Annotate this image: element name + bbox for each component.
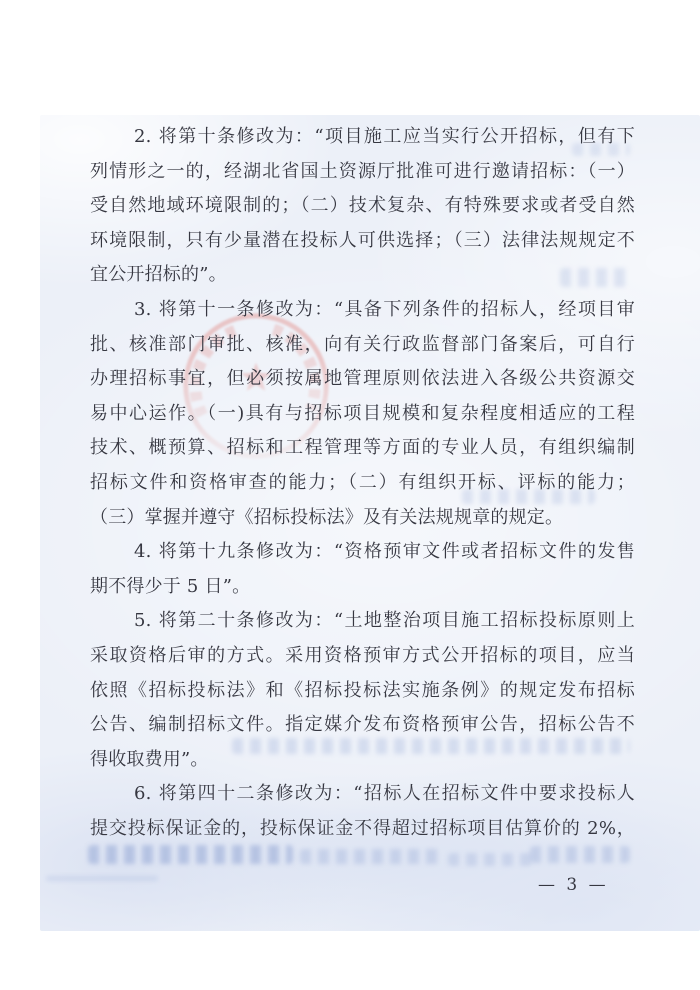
text-line: （三）掌握并遵守《招标投标法》及有关法规规章的规定。 — [90, 506, 564, 528]
bleedthrough-smudge — [46, 876, 158, 881]
text-line: 3. 将第十一条修改为：“具备下列条件的招标人，经项目审 — [134, 298, 635, 320]
text-line: 依照《招标投标法》和《招标投标法实施条例》的规定发布招标 — [90, 679, 635, 701]
text-line: 易中心运作。（一)具有与招标项目规模和复杂程度相适应的工程 — [90, 402, 635, 424]
bleedthrough-smudge — [88, 845, 293, 864]
text-line: 4. 将第十九条修改为：“资格预审文件或者招标文件的发售 — [134, 541, 635, 563]
text-line: 批、核准部门审批、核准，向有关行政监督部门备案后，可自行 — [90, 333, 635, 355]
text-line: 2. 将第十条修改为：“项目施工应当实行公开招标，但有下 — [134, 126, 635, 147]
text-line: 宜公开招标的”。 — [90, 264, 227, 286]
text-line: 受自然地域环境限制的；（二）技术复杂、有特殊要求或者受自然 — [90, 195, 635, 217]
text-line: 得收取费用”。 — [90, 748, 209, 770]
bleedthrough-smudge — [448, 853, 533, 866]
text-line: 技术、概预算、招标和工程管理等方面的专业人员，有组织编制 — [90, 437, 635, 459]
text-line: 期不得少于 5 日”。 — [90, 575, 251, 597]
text-line: 6. 将第四十二条修改为：“招标人在招标文件中要求投标人 — [134, 783, 635, 805]
text-line: 提交投标保证金的，投标保证金不得超过招标项目估算价的 2%， — [90, 817, 635, 839]
text-line: 招标文件和资格审查的能力；（二）有组织开标、评标的能力； — [90, 471, 635, 493]
text-block — [90, 120, 635, 846]
text-line: 采取资格后审的方式。采用资格预审方式公开招标的项目，应当 — [90, 644, 635, 666]
bleedthrough-smudge — [530, 846, 630, 863]
text-line: 办理招标事宜，但必须按属地管理原则依法进入各级公共资源交 — [90, 368, 635, 390]
bleedthrough-smudge — [300, 849, 440, 864]
text-line: 5. 将第二十条修改为：“土地整治项目施工招标投标原则上 — [134, 610, 635, 632]
text-line: 公告、编制招标文件。指定媒介发布资格预审公告，招标公告不 — [90, 714, 635, 736]
page-number: — 3 — — [538, 875, 609, 895]
text-line: 环境限制，只有少量潜在投标人可供选择；（三）法律法规规定不 — [90, 229, 635, 251]
text-line: 列情形之一的，经湖北省国土资源厅批准可进行邀请招标：（一） — [90, 160, 635, 182]
